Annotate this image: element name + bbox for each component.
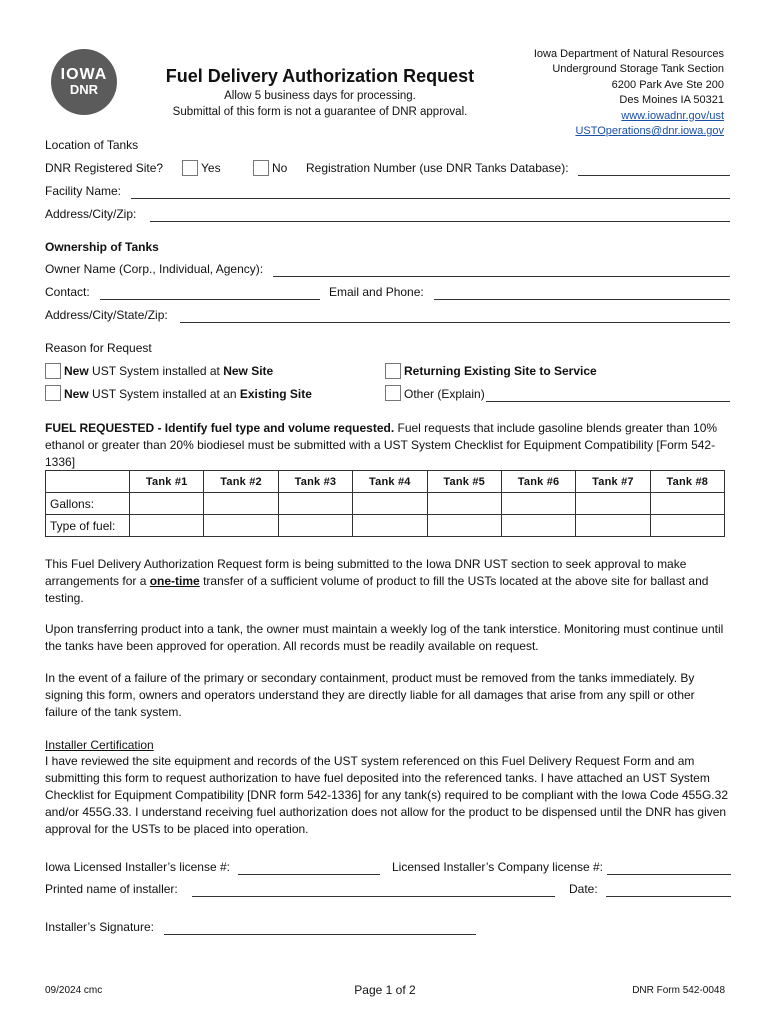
registered-no-label: No: [272, 161, 288, 175]
gallons-cell[interactable]: [501, 493, 575, 515]
company-license-field[interactable]: [607, 874, 731, 875]
iowa-dnr-logo: [51, 49, 117, 115]
email-phone-label: Email and Phone:: [329, 285, 424, 299]
gallons-cell[interactable]: [278, 493, 352, 515]
other-label: Other (Explain): [404, 387, 485, 401]
agency-section: Underground Storage Tank Section: [552, 63, 724, 76]
agency-email-link[interactable]: USTOperations@dnr.iowa.gov: [575, 125, 724, 138]
approval-note: Submittal of this form is not a guarantee of DNR approval.: [172, 106, 468, 118]
fuel-type-label: Type of fuel:: [46, 515, 130, 537]
tank-1-header: Tank #1: [130, 471, 204, 493]
tank-header-row: [46, 471, 725, 493]
gallons-cell[interactable]: [427, 493, 501, 515]
site-address-label: Address/City/Zip:: [45, 207, 137, 221]
fuel-type-cell[interactable]: [130, 515, 204, 537]
agency-web-link[interactable]: www.iowadnr.gov/ust: [621, 109, 724, 122]
tank-6-header: Tank #6: [501, 471, 575, 493]
gallons-cell[interactable]: [650, 493, 724, 515]
email-phone-field[interactable]: [434, 299, 730, 300]
tank-2-header: Tank #2: [204, 471, 278, 493]
new-site-checkbox[interactable]: [45, 363, 61, 379]
reason-heading: Reason for Request: [45, 341, 152, 355]
date-field[interactable]: [606, 896, 731, 897]
printed-name-field[interactable]: [192, 896, 555, 897]
fuel-requested-text: FUEL REQUESTED - Identify fuel type and volume requested. Fuel requests that include gasoline blends greater than 10% ethanol or greater than 20% biodiesel must be submitted with a UST System Checklist for Equipment Compatibility [Form 542-1336]: [45, 421, 718, 469]
form-title: Fuel Delivery Authorization Request: [165, 66, 475, 86]
tank-3-header: Tank #3: [278, 471, 352, 493]
registered-yes-label: Yes: [201, 161, 221, 175]
registration-number-field[interactable]: [578, 175, 730, 176]
signature-field[interactable]: [164, 934, 476, 935]
returning-site-checkbox[interactable]: [385, 363, 401, 379]
tank-4-header: Tank #4: [353, 471, 427, 493]
contact-field[interactable]: [100, 299, 320, 300]
monitoring-paragraph: Upon transferring product into a tank, the owner must maintain a weekly log of the tank interstice. Monitoring must continue until the tanks have been approved for operation. All records must be readily available on request.: [45, 622, 724, 653]
fuel-type-cell[interactable]: [650, 515, 724, 537]
returning-site-label: Returning Existing Site to Service: [404, 364, 597, 378]
fuel-type-row: [46, 515, 725, 537]
logo-line2: DNR: [69, 82, 99, 97]
signature-label: Installer’s Signature:: [45, 920, 154, 934]
tank-8-header: Tank #8: [650, 471, 724, 493]
gallons-cell[interactable]: [130, 493, 204, 515]
installer-cert-text: I have reviewed the site equipment and records of the UST system referenced on this Fuel Delivery Request Form and am submitting this form to request authorization to have fuel deposited into the referenced tanks. I have attached an UST System Checklist for Equipment Compatibility [DNR form 542-1336] for any tank(s) required to be compliant with the Iowa Code 455G.32 and/or 455G.33. I understand receiving fuel authorization does not allow for the product to be dispensed until the DNR has given approval for the USTs to be placed into operation.: [45, 754, 728, 836]
agency-city: Des Moines IA 50321: [619, 94, 724, 107]
tank-7-header: Tank #7: [576, 471, 650, 493]
agency-name: Iowa Department of Natural Resources: [533, 48, 724, 60]
facility-name-field[interactable]: [131, 198, 730, 199]
registration-number-label: Registration Number (use DNR Tanks Database):: [306, 161, 569, 175]
fuel-type-cell[interactable]: [353, 515, 427, 537]
agency-address: [534, 47, 724, 139]
registered-no-checkbox[interactable]: [253, 160, 269, 176]
installer-license-label: Iowa Licensed Installer’s license #:: [45, 860, 230, 874]
other-checkbox[interactable]: [385, 385, 401, 401]
logo-line1: IOWA: [60, 66, 108, 83]
fuel-type-cell[interactable]: [427, 515, 501, 537]
new-site-label: New UST System installed at New Site: [64, 364, 274, 378]
other-explain-field[interactable]: [486, 401, 730, 402]
fuel-tank-table: [45, 470, 725, 537]
gallons-cell[interactable]: [576, 493, 650, 515]
agency-street: 6200 Park Ave Ste 200: [611, 78, 724, 91]
gallons-cell[interactable]: [204, 493, 278, 515]
footer-form-number: DNR Form 542-0048: [632, 985, 725, 996]
ownership-heading: Ownership of Tanks: [45, 240, 159, 254]
fuel-type-cell[interactable]: [576, 515, 650, 537]
tank-header-blank: [46, 471, 130, 493]
tank-5-header: Tank #5: [427, 471, 501, 493]
registered-site-label: DNR Registered Site?: [45, 161, 164, 175]
facility-name-label: Facility Name:: [45, 184, 122, 198]
footer-page-number: Page 1 of 2: [354, 983, 416, 997]
owner-name-label: Owner Name (Corp., Individual, Agency):: [45, 262, 264, 276]
owner-name-field[interactable]: [273, 276, 730, 277]
date-label: Date:: [569, 882, 598, 896]
installer-license-field[interactable]: [238, 874, 380, 875]
registered-yes-checkbox[interactable]: [182, 160, 198, 176]
owner-address-field[interactable]: [180, 322, 730, 323]
existing-site-label: New UST System installed at an Existing Site: [64, 387, 312, 401]
liability-paragraph: In the event of a failure of the primary or secondary containment, product must be removed from the tanks immediately. By signing this form, owners and operators understand they are directly liable for all damages that arise from any spill or other failure of the tank system.: [45, 671, 695, 719]
fuel-type-cell[interactable]: [501, 515, 575, 537]
gallons-label: Gallons:: [46, 493, 130, 515]
installer-cert-heading: Installer Certification: [45, 738, 154, 752]
gallons-cell[interactable]: [353, 493, 427, 515]
gallons-row: [46, 493, 725, 515]
contact-label: Contact:: [45, 285, 90, 299]
processing-note: Allow 5 business days for processing.: [224, 90, 416, 102]
owner-address-label: Address/City/State/Zip:: [45, 308, 168, 322]
footer-revision: 09/2024 cmc: [45, 985, 103, 996]
fuel-type-cell[interactable]: [278, 515, 352, 537]
existing-site-checkbox[interactable]: [45, 385, 61, 401]
printed-name-label: Printed name of installer:: [45, 882, 178, 896]
company-license-label: Licensed Installer’s Company license #:: [392, 860, 604, 874]
site-address-field[interactable]: [150, 221, 730, 222]
purpose-paragraph: This Fuel Delivery Authorization Request form is being submitted to the Iowa DNR UST section to seek approval to make arrangements for a one-time transfer of a sufficient volume of product to fill the USTs located at the above site for ballast and testing.: [45, 557, 709, 605]
location-heading: Location of Tanks: [45, 138, 139, 152]
fuel-type-cell[interactable]: [204, 515, 278, 537]
